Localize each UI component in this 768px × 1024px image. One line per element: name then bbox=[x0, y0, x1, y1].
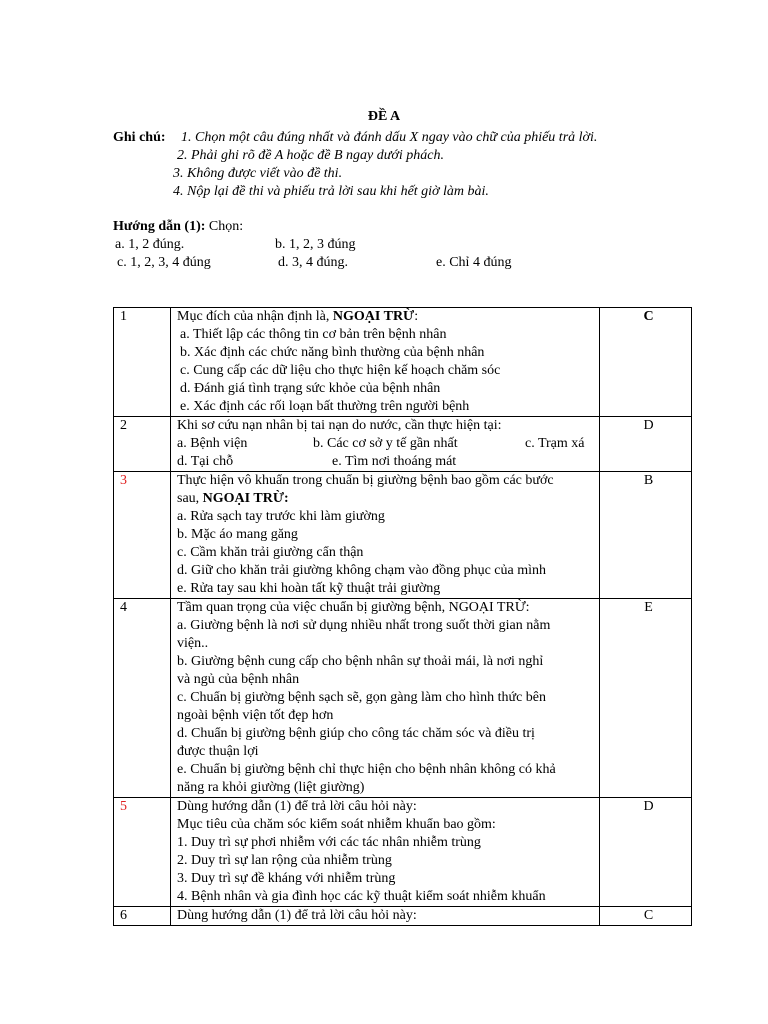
answer-option: b. Mặc áo mang găng bbox=[177, 527, 298, 542]
answer-option: a. Rửa sạch tay trước khi làm giường bbox=[177, 509, 385, 524]
answer-option: 3. Duy trì sự đề kháng với nhiễm trùng bbox=[177, 871, 396, 886]
guide-option: c. 1, 2, 3, 4 đúng bbox=[117, 255, 211, 270]
question-content bbox=[171, 472, 600, 599]
answer-option: d. Giữ cho khăn trải giường không chạm vào đồng phục của mình bbox=[177, 563, 547, 578]
answer-option: b. Các cơ sở y tế gần nhất bbox=[313, 436, 458, 451]
answer-option: e. Rửa tay sau khi hoàn tất kỹ thuật trải giường bbox=[177, 581, 441, 596]
guide-option: a. 1, 2 đúng. bbox=[115, 237, 185, 252]
question-content bbox=[171, 308, 600, 417]
answer-key: C bbox=[600, 907, 692, 926]
question-number: 5 bbox=[114, 798, 171, 907]
answer-option: d. Tại chỗ bbox=[177, 454, 234, 469]
answer-option: c. Trạm xá bbox=[525, 436, 585, 451]
note-item: 1. Chọn một câu đúng nhất và đánh dấu X ngay vào chữ của phiếu trả lời. bbox=[181, 130, 598, 145]
answer-option: e. Xác định các rối loạn bất thường trên người bệnh bbox=[180, 399, 470, 414]
guide-option: b. 1, 2, 3 đúng bbox=[275, 237, 356, 252]
answer-key: E bbox=[600, 599, 692, 798]
note-item: 3. Không được viết vào đề thi. bbox=[173, 166, 343, 181]
question-stem-emphasis: NGOẠI TRỪ bbox=[202, 491, 284, 506]
questions-table bbox=[113, 307, 692, 926]
question-stem-end: : bbox=[414, 309, 419, 324]
table-row bbox=[114, 599, 692, 798]
answer-option: e. Tìm nơi thoáng mát bbox=[332, 454, 457, 469]
answer-option: b. Giường bệnh cung cấp cho bệnh nhân sự thoải mái, là nơi nghỉ bbox=[177, 654, 544, 669]
exam-title: ĐỀ A bbox=[367, 109, 401, 124]
answer-option: c. Chuẩn bị giường bệnh sạch sẽ, gọn gàng làm cho hình thức bên bbox=[177, 690, 547, 705]
answer-option: d. Đánh giá tình trạng sức khỏe của bệnh nhân bbox=[180, 381, 441, 396]
question-stem-end: : bbox=[283, 491, 289, 506]
answer-option: 1. Duy trì sự phơi nhiễm với các tác nhân nhiễm trùng bbox=[177, 835, 481, 850]
question-stem: Dùng hướng dẫn (1) để trả lời câu hỏi này: bbox=[177, 908, 417, 923]
notes-section bbox=[113, 129, 713, 201]
table-row bbox=[114, 472, 692, 599]
answer-option-cont: ngoài bệnh viện tốt đẹp hơn bbox=[177, 708, 334, 723]
guide-section bbox=[113, 218, 713, 272]
question-stem: Thực hiện vô khuẩn trong chuẩn bị giường bệnh bao gồm các bước bbox=[177, 473, 554, 488]
answer-option: e. Chuẩn bị giường bệnh chỉ thực hiện cho bệnh nhân không có khả bbox=[177, 762, 556, 777]
question-stem-emphasis: NGOẠI TRỪ bbox=[332, 309, 415, 324]
answer-option: 2. Duy trì sự lan rộng của nhiễm trùng bbox=[177, 853, 392, 868]
table-row bbox=[114, 907, 692, 926]
answer-key: D bbox=[600, 417, 692, 472]
answer-option-cont: được thuận lợi bbox=[177, 744, 259, 759]
question-number: 4 bbox=[114, 599, 171, 798]
note-item: 2. Phải ghi rõ đề A hoặc đề B ngay dưới phách. bbox=[177, 148, 444, 163]
answer-option: a. Giường bệnh là nơi sử dụng nhiều nhất trong suốt thời gian nằm bbox=[177, 618, 551, 633]
answer-key: C bbox=[600, 308, 692, 417]
notes-label: Ghi chú: bbox=[113, 130, 166, 145]
question-content bbox=[171, 907, 600, 926]
answer-option: b. Xác định các chức năng bình thường của bệnh nhân bbox=[180, 345, 485, 360]
answer-key: D bbox=[600, 798, 692, 907]
answer-option-cont: viện.. bbox=[177, 636, 209, 651]
question-stem: Tầm quan trọng của việc chuẩn bị giường bệnh, NGOẠI TRỪ: bbox=[177, 600, 530, 615]
guide-option: e. Chỉ 4 đúng bbox=[436, 255, 512, 270]
answer-option: c. Cầm khăn trải giường cẩn thận bbox=[177, 545, 364, 560]
question-number: 3 bbox=[114, 472, 171, 599]
question-stem: Khi sơ cứu nạn nhân bị tai nạn do nước, cần thực hiện tại: bbox=[177, 418, 502, 433]
answer-option: a. Thiết lập các thông tin cơ bản trên bệnh nhân bbox=[180, 327, 447, 342]
answer-key: B bbox=[600, 472, 692, 599]
question-content bbox=[171, 599, 600, 798]
table-row bbox=[114, 417, 692, 472]
note-item: 4. Nộp lại đề thi và phiếu trả lời sau khi hết giờ làm bài. bbox=[173, 184, 489, 199]
table-row bbox=[114, 798, 692, 907]
table-row bbox=[114, 308, 692, 417]
answer-option: d. Chuẩn bị giường bệnh giúp cho công tác chăm sóc và điều trị bbox=[177, 726, 535, 741]
answer-option-cont: và ngủ của bệnh nhân bbox=[177, 672, 300, 687]
answer-option: 4. Bệnh nhân và gia đình học các kỹ thuật kiểm soát nhiễm khuẩn bbox=[177, 889, 546, 904]
question-stem: Mục đích của nhận định là, bbox=[177, 309, 333, 324]
question-number: 2 bbox=[114, 417, 171, 472]
answer-option-cont: năng ra khỏi giường (liệt giường) bbox=[177, 780, 365, 795]
question-number: 6 bbox=[114, 907, 171, 926]
guide-label-suffix: Chọn: bbox=[205, 219, 244, 234]
question-stem-cont: sau, bbox=[177, 491, 203, 506]
guide-label: Hướng dẫn (1): bbox=[113, 219, 206, 234]
guide-option: d. 3, 4 đúng. bbox=[278, 255, 348, 270]
answer-option: c. Cung cấp các dữ liệu cho thực hiện kế hoạch chăm sóc bbox=[180, 363, 501, 378]
question-stem: Dùng hướng dẫn (1) để trả lời câu hỏi này: bbox=[177, 799, 417, 814]
question-stem-cont: Mục tiêu của chăm sóc kiểm soát nhiễm khuẩn bao gồm: bbox=[177, 817, 496, 832]
question-content bbox=[171, 798, 600, 907]
question-number: 1 bbox=[114, 308, 171, 417]
question-content bbox=[171, 417, 600, 472]
answer-option: a. Bệnh viện bbox=[177, 436, 248, 451]
